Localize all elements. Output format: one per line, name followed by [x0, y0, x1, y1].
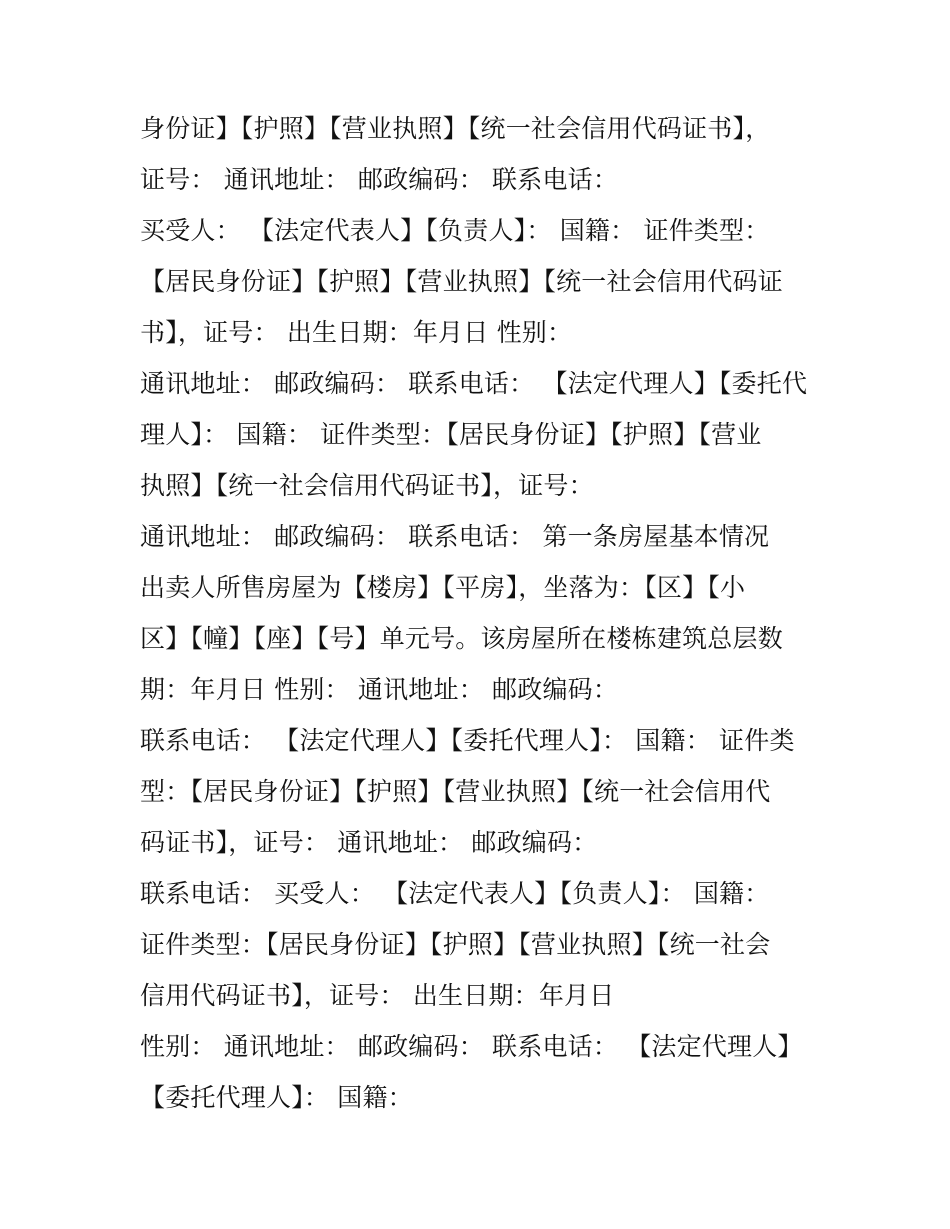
text-line: 【委托代理人】： 国籍：	[140, 1083, 413, 1112]
text-line: 执照】【统一社会信用代码证书】，证号：	[140, 471, 594, 500]
text-line: 信用代码证书】，证号： 出生日期：年月日	[140, 981, 615, 1010]
text-line: 身份证】【护照】【营业执照】【统一社会信用代码证书】，	[140, 114, 771, 143]
text-line: 联系电话： 【法定代理人】【委托代理人】： 国籍： 证件类	[140, 726, 795, 755]
text-line: 期：年月日 性别： 通讯地址： 邮政编码：	[140, 675, 619, 704]
text-line: 理人】： 国籍： 证件类型：【居民身份证】【护照】【营业	[140, 420, 762, 449]
text-line: 【居民身份证】【护照】【营业执照】【统一社会信用代码证	[140, 267, 783, 296]
text-line: 性别： 通讯地址： 邮政编码： 联系电话： 【法定代理人】	[140, 1032, 803, 1061]
text-line: 区】【幢】【座】【号】单元号。该房屋所在楼栋建筑总层数	[140, 624, 783, 653]
text-line: 证号： 通讯地址： 邮政编码： 联系电话：	[140, 165, 619, 194]
text-line: 码证书】，证号： 通讯地址： 邮政编码：	[140, 828, 598, 857]
text-line: 买受人： 【法定代表人】【负责人】： 国籍： 证件类型：	[140, 216, 770, 245]
text-line: 型：【居民身份证】【护照】【营业执照】【统一社会信用代	[140, 777, 771, 806]
text-line: 联系电话： 买受人： 【法定代表人】【负责人】： 国籍：	[140, 879, 770, 908]
text-line: 通讯地址： 邮政编码： 联系电话： 【法定代理人】【委托代	[140, 369, 808, 398]
document-body	[140, 103, 830, 1123]
text-line: 证件类型：【居民身份证】【护照】【营业执照】【统一社会	[140, 930, 771, 959]
text-line: 通讯地址： 邮政编码： 联系电话： 第一条房屋基本情况	[140, 522, 770, 551]
text-line: 出卖人所售房屋为【楼房】【平房】，坐落为：【区】【小	[140, 573, 746, 602]
text-line: 书】，证号： 出生日期：年月日 性别：	[140, 318, 573, 347]
